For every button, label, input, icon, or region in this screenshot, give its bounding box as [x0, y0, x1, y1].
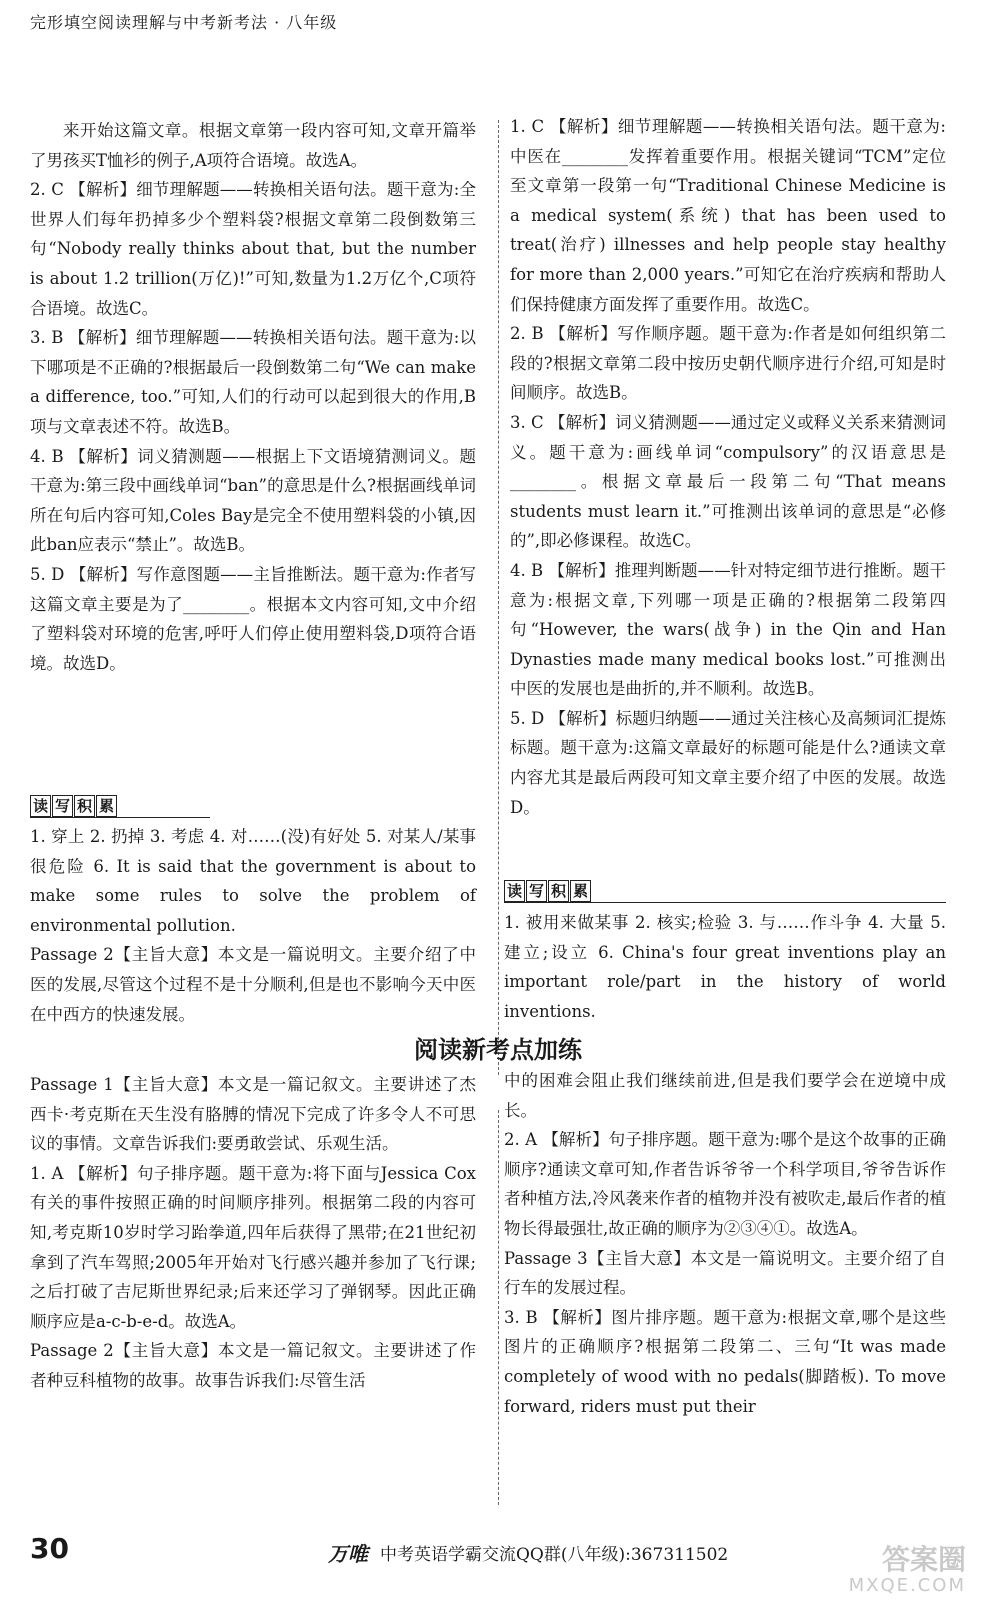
answer-paragraph: 2. C 【解析】细节理解题——转换相关语句法。题干意为:全世界人们每年扔掉多少个塑料袋?根据文章第二段倒数第三句“Nobody really thinks about that, but the number is about 1.2 trillion(万亿)!”可知,数量为1.2万亿个,C项符合语境。故选C。 — [30, 180, 476, 318]
answer-paragraph: 来开始这篇文章。根据文章第一段内容可知,文章开篇举了男孩买T恤衫的例子,A项符合语境。故选A。 — [30, 121, 476, 170]
answer-paragraph: 2. B 【解析】写作顺序题。题干意为:作者是如何组织第二段的?根据文章第二段中按历史朝代顺序进行介绍,可知是时间顺序。故选B。 — [510, 324, 946, 403]
page-number: 30 — [30, 1532, 69, 1565]
left-vocab-block — [30, 822, 476, 1029]
rw-char: 读 — [30, 795, 51, 817]
answer-paragraph: 中的困难会阻止我们继续前进,但是我们要学会在逆境中成长。 — [504, 1071, 946, 1120]
answer-paragraph: 2. A 【解析】句子排序题。题干意为:哪个是这个故事的正确顺序?通读文章可知,作者告诉爷爷一个科学项目,爷爷告诉作者种植方法,冷风袭来作者的植物并没有被吹走,最后作者的植物长得最强壮,故正确的顺序为②③④①。故选A。 — [504, 1130, 946, 1238]
answer-paragraph: 5. D 【解析】标题归纳题——通过关注核心及高频词汇提炼标题。题干意为:这篇文章最好的标题可能是什么?通读文章内容尤其是最后两段可知文章主要介绍了中医的发展。故选D。 — [510, 708, 946, 817]
rw-char: 读 — [504, 880, 525, 902]
left-column-top — [30, 116, 476, 678]
rw-char: 累 — [570, 880, 591, 902]
passage-summary: Passage 3【主旨大意】本文是一篇说明文。主要介绍了自行车的发展过程。 — [504, 1248, 946, 1298]
qq-group-text: 中考英语学霸交流QQ群(八年级):367311502 — [380, 1545, 729, 1565]
column-divider — [498, 1110, 499, 1505]
reading-writing-header-left — [30, 795, 210, 818]
answer-paragraph: 4. B 【解析】推理判断题——针对特定细节进行推断。题干意为:根据文章,下列哪一项是正确的?根据第二段第四句“However, the wars(战争) in the Qin and Han Dynasties made many medical books lost.”可推测出中医的发展也是曲折的,并不顺利。故选B。 — [510, 560, 946, 699]
watermark-logo: 答案圈 — [881, 1543, 966, 1576]
column-divider — [498, 120, 499, 1075]
brand-logo: 万唯 — [328, 1542, 368, 1566]
answer-paragraph: 3. B 【解析】图片排序题。题干意为:根据文章,哪个是这些图片的正确顺序?根据第二段第二、三句“It was made completely of wood with no pedals(脚踏板). To move forward, riders must put their — [504, 1307, 946, 1416]
vocab-answers: 1. 穿上 2. 扔掉 3. 考虑 4. 对……(没)有好处 5. 对某人/某事很危险 6. It is said that the government is about to make some rules to solve the problem of environmental pollution. — [30, 827, 476, 935]
left-column-bottom — [30, 1070, 476, 1396]
passage-summary: Passage 2【主旨大意】本文是一篇说明文。主要介绍了中医的发展,尽管这个过程不是十分顺利,但是也不影响今天中医在中西方的快速发展。 — [30, 945, 476, 1024]
answer-paragraph: 5. D 【解析】写作意图题——主旨推断法。题干意为:作者写这篇文章主要是为了________。根据本文内容可知,文中介绍了塑料袋对环境的危害,呼吁人们停止使用塑料袋,D项符合语境。故选D。 — [30, 564, 476, 673]
rw-char: 积 — [74, 795, 95, 817]
rw-char: 累 — [96, 795, 117, 817]
rw-char: 积 — [548, 880, 569, 902]
running-header: 完形填空阅读理解与中考新考法 · 八年级 — [30, 13, 338, 32]
reading-writing-header-right — [504, 880, 946, 903]
right-column-top — [510, 112, 946, 822]
answer-paragraph: 1. A 【解析】句子排序题。题干意为:将下面与Jessica Cox有关的事件按照正确的时间顺序排列。根据第二段的内容可知,考克斯10岁时学习跆拳道,四年后获得了黑带;在21世纪初拿到了汽车驾照;2005年开始对飞行感兴趣并参加了飞行课;之后打破了吉尼斯世界纪录;后来还学习了弹钢琴。因此正确顺序应是a-c-b-e-d。故选A。 — [30, 1163, 476, 1331]
right-column-bottom — [504, 1066, 946, 1421]
answer-paragraph: 3. B 【解析】细节理解题——转换相关语句法。题干意为:以下哪项是不正确的?根据最后一段倒数第二句“We can make a difference, too.”可知,人们的行动可以起到很大的作用,B项与文章表述不符。故选B。 — [30, 328, 476, 436]
answer-paragraph: 3. C 【解析】词义猜测题——通过定义或释义关系来猜测词义。题干意为:画线单词“compulsory”的汉语意思是________。根据文章最后一段第二句“That means students must learn it.”可推测出该单词的意思是“必修的”,即必修课程。故选C。 — [510, 412, 946, 551]
rw-char: 写 — [52, 795, 73, 817]
answer-paragraph: 4. B 【解析】词义猜测题——根据上下文语境猜测词义。题干意为:第三段中画线单词“ban”的意思是什么?根据画线单词所在句后内容可知,Coles Bay是完全不使用塑料袋的小镇,因此ban应表示“禁止”。故选B。 — [30, 446, 476, 555]
rw-char: 写 — [526, 880, 547, 902]
passage-summary: Passage 1【主旨大意】本文是一篇记叙文。主要讲述了杰西卡·考克斯在天生没有胳膊的情况下完成了许多令人不可思议的事情。文章告诉我们:要勇敢尝试、乐观生活。 — [30, 1075, 476, 1154]
section-title: 阅读新考点加练 — [414, 1036, 582, 1064]
right-vocab-block — [504, 908, 946, 1026]
watermark-url: MXQE.COM — [848, 1575, 966, 1596]
vocab-answers: 1. 被用来做某事 2. 核实;检验 3. 与……作斗争 4. 大量 5. 建立;设立 6. China's four great inventions play an important role/part in the history of world inventions. — [504, 913, 946, 1021]
answer-paragraph: 1. C 【解析】细节理解题——转换相关语句法。题干意为:中医在________发挥着重要作用。根据关键词“TCM”定位至文章第一段第一句“Traditional Chinese Medicine is a medical system(系统) that has been used to treat(治疗) illnesses and help people stay healthy for more than 2,000 years.”可知它在治疗疾病和帮助人们保持健康方面发挥了重要作用。故选C。 — [510, 117, 946, 314]
passage-summary: Passage 2【主旨大意】本文是一篇记叙文。主要讲述了作者种豆科植物的故事。故事告诉我们:尽管生活 — [30, 1341, 476, 1390]
